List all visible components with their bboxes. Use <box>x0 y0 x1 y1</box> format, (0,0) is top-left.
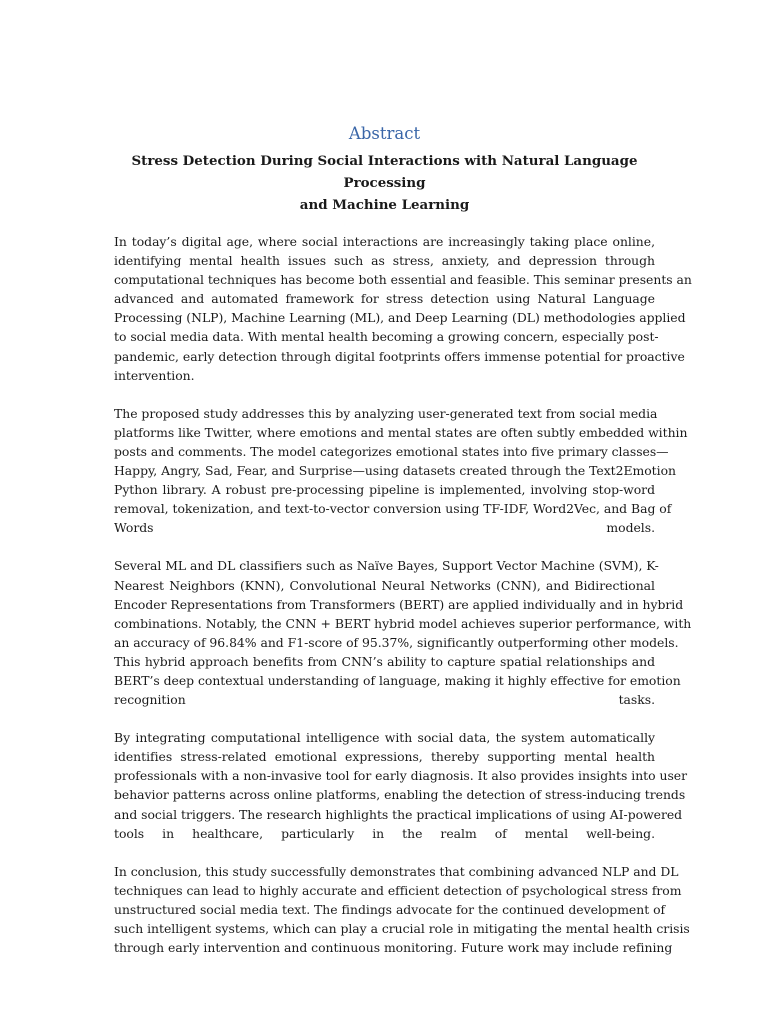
text-line: techniques can lead to highly accurate and efficient detection of psychological stress from <box>114 882 682 898</box>
text-line: In conclusion, this study successfully demonstrates that combining advanced NLP and DL <box>114 863 679 879</box>
abstract-heading: Abstract <box>348 124 421 143</box>
text-line: The proposed study addresses this by analyzing user-generated text from social media <box>114 405 658 421</box>
text-line: tools in healthcare, particularly in the realm of mental well-being. <box>114 825 655 841</box>
text-line: intervention. <box>114 367 195 383</box>
text-line: Encoder Representations from Transformers (BERT) are applied individually and in hybrid <box>114 596 684 612</box>
text-line: posts and comments. The model categorizes emotional states into five primary classes— <box>114 443 669 459</box>
text-line: removal, tokenization, and text-to-vector conversion using TF-IDF, Word2Vec, and Bag of <box>114 501 672 517</box>
text-line: Python library. A robust pre-processing pipeline is implemented, involving stop-word <box>114 482 655 498</box>
text-line: Happy, Angry, Sad, Fear, and Surprise—using datasets created through the Text2Emotion <box>114 463 676 479</box>
text-line: professionals with a non-invasive tool for early diagnosis. It also provides insights into user <box>114 768 688 784</box>
text-line: This hybrid approach benefits from CNN’s ability to capture spatial relationships and <box>114 653 655 669</box>
text-line: platforms like Twitter, where emotions and mental states are often subtly embedded within <box>114 424 688 440</box>
text-line: through early intervention and continuous monitoring. Future work may include refining <box>114 940 673 956</box>
text-line: In today’s digital age, where social interactions are increasingly taking place online, <box>114 234 655 249</box>
text-line: behavior patterns across online platforms, enabling the detection of stress-inducing trends <box>114 787 686 803</box>
text-line: pandemic, early detection through digital footprints offers immense potential for proactive <box>114 348 685 364</box>
abstract-paragraph-5 <box>114 862 690 957</box>
paper-title-line: and Machine Learning <box>299 197 470 213</box>
text-line: an accuracy of 96.84% and F1-score of 95.37%, significantly outperforming other models. <box>114 634 679 650</box>
abstract-paragraph-1 <box>114 232 692 385</box>
abstract-paragraph-4 <box>114 728 688 843</box>
text-line: and social triggers. The research highlights the practical implications of using AI-powered <box>114 806 683 822</box>
document-page <box>114 122 692 976</box>
text-line: unstructured social media text. The findings advocate for the continued development of <box>114 901 666 917</box>
text-line: Processing (NLP), Machine Learning (ML), and Deep Learning (DL) methodologies applied <box>114 310 686 326</box>
paper-title <box>114 150 655 216</box>
text-line: Words models. <box>114 520 655 536</box>
abstract-paragraph-2 <box>114 404 688 538</box>
text-line: to social media data. With mental health becoming a growing concern, especially post- <box>114 329 659 345</box>
text-line: BERT’s deep contextual understanding of language, making it highly effective for emotion <box>114 672 681 688</box>
text-line: Several ML and DL classifiers such as Naïve Bayes, Support Vector Machine (SVM), K- <box>114 558 659 574</box>
text-line: Nearest Neighbors (KNN), Convolutional Neural Networks (CNN), and Bidirectional <box>114 577 655 593</box>
text-line: recognition tasks. <box>114 692 655 708</box>
text-line: identifying mental health issues such as stress, anxiety, and depression through <box>114 253 655 269</box>
text-line: such intelligent systems, which can play a crucial role in mitigating the mental health crisis <box>114 921 690 936</box>
abstract-paragraph-3 <box>114 556 692 709</box>
text-line: advanced and automated framework for stress detection using Natural Language <box>114 291 655 307</box>
text-line: By integrating computational intelligence with social data, the system automatically <box>114 730 655 746</box>
text-line: identifies stress-related emotional expressions, thereby supporting mental health <box>114 749 655 765</box>
text-line: combinations. Notably, the CNN + BERT hybrid model achieves superior performance, with <box>114 615 692 631</box>
text-line: computational techniques has become both essential and feasible. This seminar presents an <box>114 272 692 288</box>
paper-title-line: Stress Detection During Social Interactions with Natural Language Processing <box>131 153 638 191</box>
